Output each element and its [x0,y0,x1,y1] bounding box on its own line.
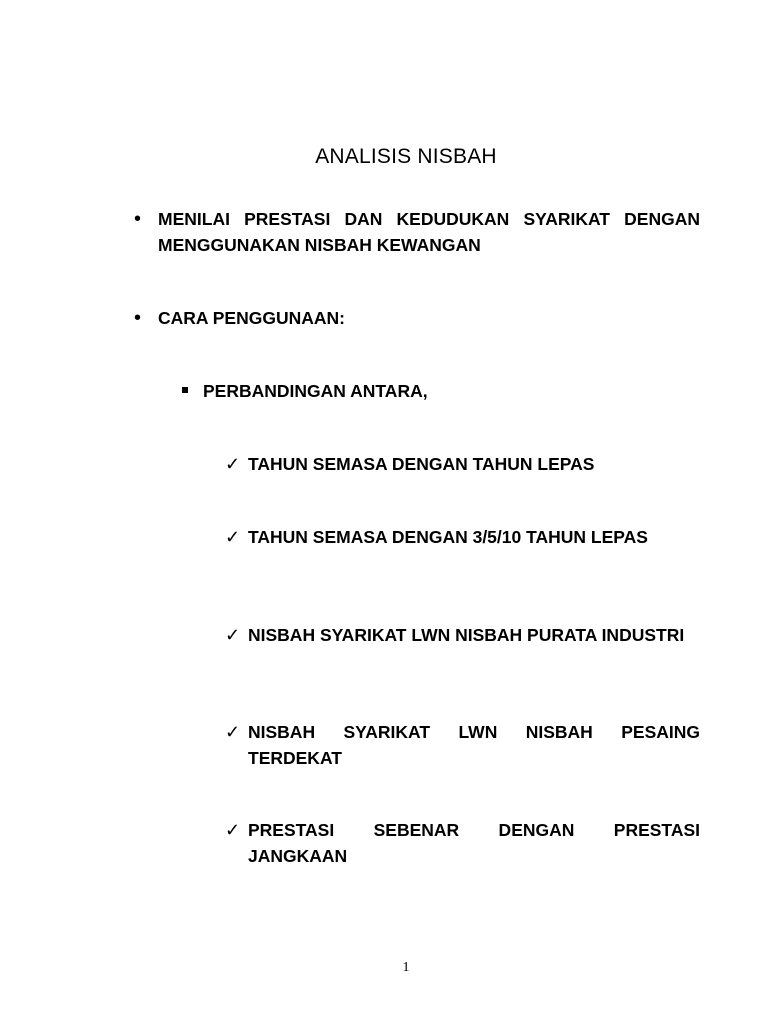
check-text: PRESTASI SEBENAR DENGAN PRESTASI JANGKAAN [248,820,700,866]
checkmark-icon: ✓ [225,454,241,474]
check-item [225,451,700,477]
check-text: TAHUN SEMASA DENGAN 3/5/10 TAHUN LEPAS [248,527,648,547]
bullet-text: MENILAI PRESTASI DAN KEDUDUKAN SYARIKAT DENGAN MENGGUNAKAN NISBAH KEWANGAN [158,209,700,255]
check-item [225,719,700,771]
check-text: TAHUN SEMASA DENGAN TAHUN LEPAS [248,454,595,474]
check-item [225,524,700,550]
checkmark-icon: ✓ [225,625,241,645]
square-bullet-icon [182,387,188,393]
page-number: 1 [402,960,410,975]
checkmark-icon: ✓ [225,820,241,840]
page-title: ANALISIS NISBAH [315,145,497,168]
checkmark-icon: ✓ [225,527,241,547]
check-text: NISBAH SYARIKAT LWN NISBAH PESAING TERDEKAT [248,722,700,768]
bullet-text: CARA PENGGUNAAN: [158,308,345,328]
checkmark-icon: ✓ [225,722,241,742]
bullet-item [134,206,700,258]
square-bullet-item [203,378,700,404]
check-item [225,622,700,648]
bullet-icon: • [134,307,142,329]
bullet-text: PERBANDINGAN ANTARA, [203,381,428,401]
check-item [225,817,700,869]
bullet-icon: • [134,208,142,230]
bullet-item [134,305,700,331]
check-text: NISBAH SYARIKAT LWN NISBAH PURATA INDUSTRI [248,625,685,645]
